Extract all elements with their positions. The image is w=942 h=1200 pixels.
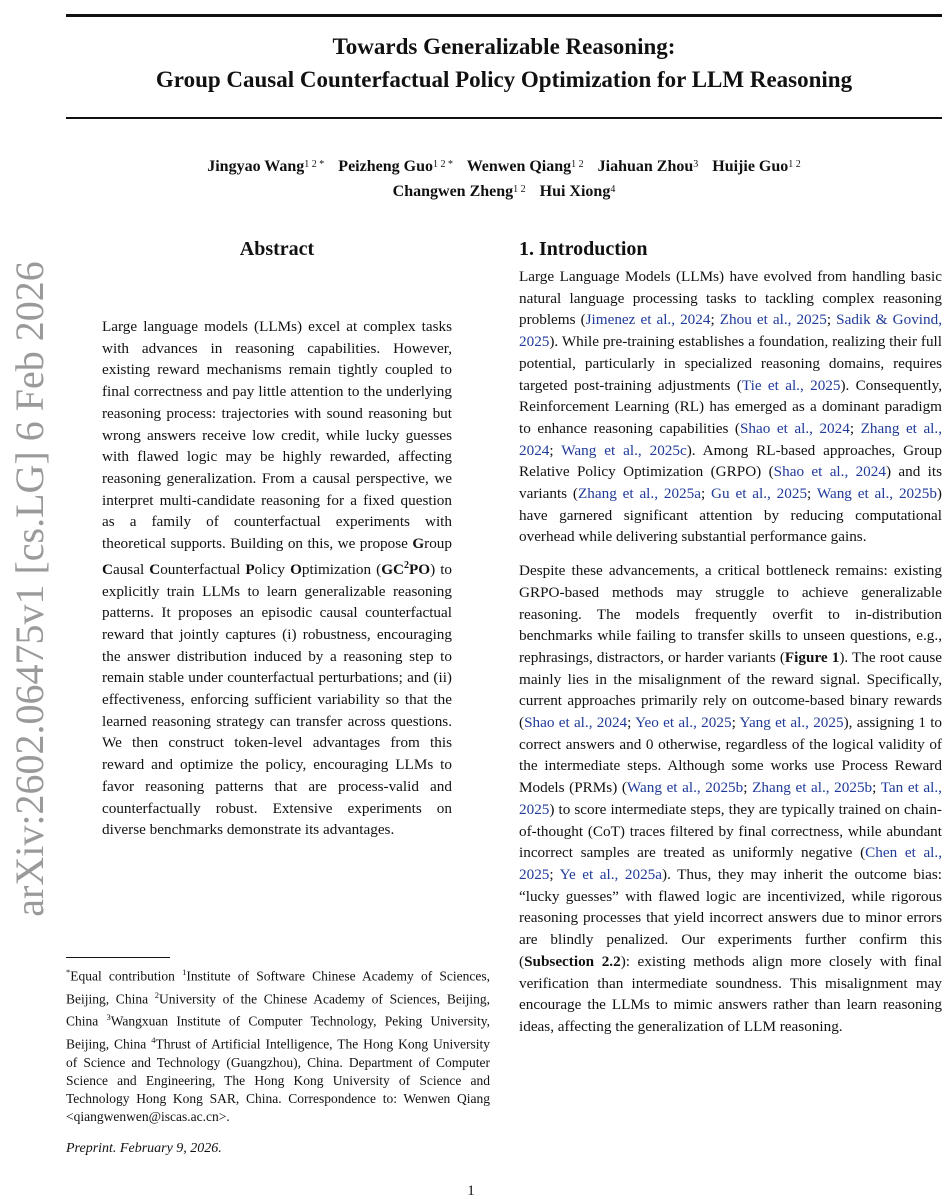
- author-name: Hui Xiong: [539, 183, 611, 200]
- citation-link[interactable]: Zhang et al., 2025a: [577, 485, 701, 503]
- preprint-date: Preprint. February 9, 2026.: [66, 1141, 222, 1156]
- citation-link[interactable]: Sadik & Govind, 2025: [519, 311, 942, 351]
- intro-paragraph-2: Despite these advancements, a critical bottleneck remains: existing GRPO-based methods may struggle to achieve generalizable reasoning. The models frequently overfit to in-distribution benchmarks while failing to transfer skills to unseen questions, e.g., rephrasings, distractors, or harder variants (Figure 1). The root cause mainly lies in the misalignment of the reward signal. Specifically, current approaches primarily rely on outcome-based binary rewards (Shao et al., 2024; Yeo et al., 2025; Yang et al., 2025), assigning 1 to correct answers and 0 otherwise, regardless of the logical validity of the intermediate steps. Although some works use Process Reward Models (PRMs) (Wang et al., 2025b; Zhang et al., 2025b; Tan et al., 2025) to score intermediate steps, they are typically trained on chain-of-thought (CoT) traces filtered by final correctness, while abundant incorrect samples are treated as uniformly negative (Chen et al., 2025; Ye et al., 2025a). Thus, they may inherit the outcome bias: “lucky guesses” with flawed logic are incentivized, while rigorous reasoning processes that yield incorrect answers due to minor errors are blindly penalized. Our experiments further confirm this (Subsection 2.2): existing methods align more closely with final verification than intermediate soundness. This misalignment may encourage the LLMs to mimic answers rather than learn reasoning ideas, affecting the generalization of LLM reasoning.: [519, 562, 942, 1035]
- abstract-body: Large language models (LLMs) excel at complex tasks with advances in reasoning capabilities. However, existing reward mechanisms remain tightly coupled to final correctness and pay little attention to the underlying reasoning process: trajectories with sound reasoning but wrong answers receive low credit, while lucky guesses with flawed logic may be highly rewarded, affecting reasoning generalization. From a causal perspective, we interpret multi-candidate reasoning for a fixed question as a family of counterfactual experiments with theoretical supports. Building on this, we propose Group Causal Counterfactual Policy Optimization $(GC^2PO)$ to explicitly train LLMs to learn generalizable reasoning patterns. It proposes an episodic causal counterfactual reward that jointly captures (i) robustness, encouraging the answer distribution induced by a reasoning step to remain stable under counterfactual perturbations; and (ii) effectiveness, enforcing sufficient variability so that the learned reasoning strategy can transfer across questions. We then construct token-level advantages from this reward and optimize the policy, encouraging LLMs to favor reasoning patterns that are process-valid and counterfactually robust. Extensive experiments on diverse benchmarks demonstrate its advantages.: [102, 318, 453, 839]
- citation-link[interactable]: Shao et al., 2024: [739, 419, 850, 437]
- citation-link[interactable]: Gu et al., 2025: [711, 485, 808, 503]
- author-affiliation: 1 2: [788, 159, 801, 170]
- author-affiliation: 1 2 *: [432, 159, 453, 170]
- arxiv-identifier[interactable]: arXiv:2602.06475v1 [cs.LG] 6 Feb 2026: [7, 261, 52, 917]
- citation-link[interactable]: Shao et al., 2024: [773, 463, 886, 481]
- citation-link[interactable]: Zhang et al., 2025b: [752, 779, 873, 797]
- title-line-1: Towards Generalizable Reasoning:: [332, 34, 676, 59]
- author-name: Jingyao Wang: [207, 158, 305, 175]
- citation-link[interactable]: Shao et al., 2024: [524, 714, 628, 732]
- author-name: Jiahuan Zhou: [597, 158, 694, 175]
- citation-link[interactable]: Yeo et al., 2025: [635, 714, 732, 732]
- author-name: Wenwen Qiang: [466, 158, 572, 175]
- citation-link[interactable]: Yang et al., 2025: [739, 714, 844, 732]
- citation-link[interactable]: Tan et al., 2025: [519, 779, 942, 818]
- title-top-rule: [66, 14, 942, 17]
- citation-link[interactable]: Zhang et al., 2024: [519, 419, 942, 459]
- footnote-rule: [66, 957, 170, 958]
- author-affiliation: 4: [610, 184, 616, 195]
- citation-link[interactable]: Wang et al., 2025c: [561, 441, 687, 459]
- author-name: Changwen Zheng: [392, 183, 514, 200]
- citation-link[interactable]: Zhou et al., 2025: [719, 311, 827, 329]
- author-name: Peizheng Guo: [338, 158, 433, 175]
- citation-link[interactable]: Jimenez et al., 2024: [585, 311, 711, 329]
- author-affiliation: 1 2: [513, 184, 526, 195]
- author-affiliation: 1 2 *: [304, 159, 325, 170]
- abstract-heading: Abstract: [239, 238, 315, 260]
- author-list: [66, 154, 942, 204]
- figure-reference[interactable]: Figure 1: [784, 648, 840, 666]
- author-affiliation: 3: [693, 159, 699, 170]
- author-name: Huijie Guo: [712, 158, 789, 175]
- title-line-2: Group Causal Counterfactual Policy Optimization for LLM Reasoning: [155, 67, 853, 92]
- paper-title: [66, 30, 942, 96]
- citation-link[interactable]: Wang et al., 2025b: [626, 779, 744, 797]
- method-abbreviation: GC: [381, 560, 404, 578]
- introduction-heading: 1. Introduction: [519, 238, 648, 260]
- citation-link[interactable]: Ye et al., 2025a: [559, 865, 663, 883]
- author-affiliation: 1 2: [571, 159, 584, 170]
- subsection-reference[interactable]: Subsection 2.2: [524, 952, 621, 970]
- citation-link[interactable]: Chen et al., 2025: [519, 844, 942, 883]
- introduction-body: [519, 266, 942, 1050]
- page-number: 1: [467, 1183, 475, 1199]
- title-bottom-rule: [66, 117, 942, 119]
- intro-paragraph-1: Large Language Models (LLMs) have evolved from handling basic natural language processing tasks to tackling complex reasoning problems (Jimenez et al., 2024; Zhou et al., 2025; Sadik & Govind, 2025). While pre-training establishes a foundation, realizing their full potential, particularly in specialized reasoning domains, requires targeted post-training adjustments (Tie et al., 2025). Consequently, Reinforcement Learning (RL) has emerged as a dominant paradigm to enhance reasoning capabilities (Shao et al., 2024; Zhang et al., 2024; Wang et al., 2025c). Among RL-based approaches, Group Relative Policy Optimization (GRPO) (Shao et al., 2024) and its variants (Zhang et al., 2025a; Gu et al., 2025; Wang et al., 2025b) have garnered significant attention by reducing computational overhead while delivering substantial performance gains.: [519, 268, 942, 546]
- affiliation-footnote: *Equal contribution $^1$Institute of Software Chinese Academy of Sciences, Beijing, China $^2$University of the Chinese Academy of Sciences, Beijing, China $^3$Wangxuan Institute of Computer Technology, Peking University, Beijing, China $^4$Thrust of Artificial Intelligence, The Hong Kong University of Science and Technology (Guangzhou), China. Department of Computer Science and Engineering, The Hong Kong University of Science and Technology Hong Kong SAR, China. Correspondence to: Wenwen Qiang <qiangwenwen@iscas.ac.cn>.: [66, 967, 490, 1125]
- citation-link[interactable]: Wang et al., 2025b: [816, 485, 937, 503]
- citation-link[interactable]: Tie et al., 2025: [741, 376, 841, 394]
